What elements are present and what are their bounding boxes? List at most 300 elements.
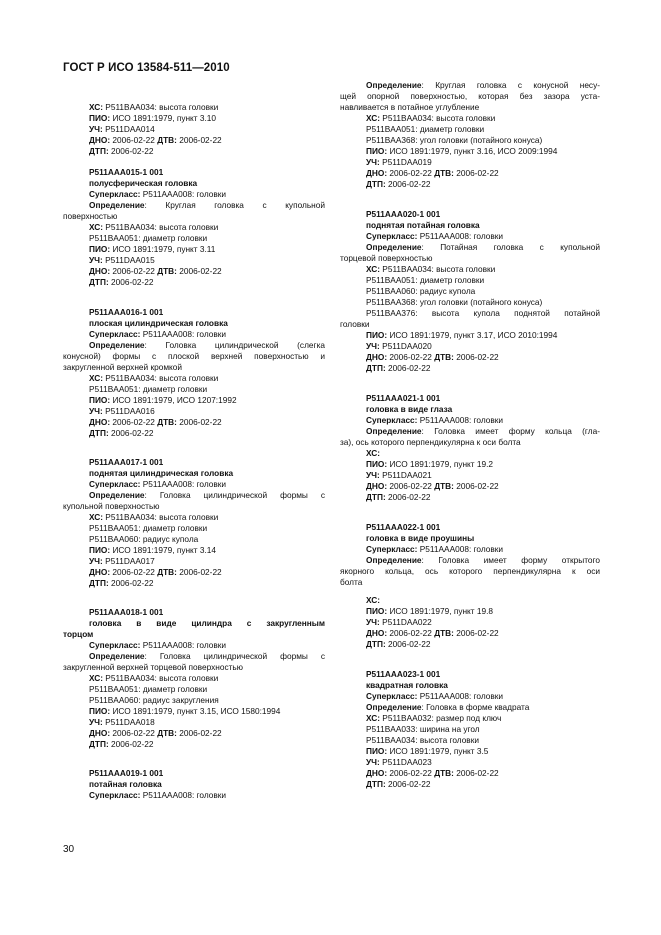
bold-term: ПИО: bbox=[89, 113, 111, 123]
bold-term: P511AAA016-1 001 bbox=[89, 307, 164, 317]
bold-term: ХС: bbox=[89, 222, 103, 232]
bold-term: ДТВ: bbox=[157, 417, 177, 427]
bold-term: ПИО: bbox=[89, 395, 111, 405]
text-run: P511BAA032: размер под ключ bbox=[379, 713, 502, 723]
bold-term: ДНО: bbox=[366, 168, 388, 178]
bold-term: Определение bbox=[89, 200, 145, 210]
bold-term: ДТП: bbox=[89, 146, 109, 156]
text-run: P511AAA008: головки bbox=[140, 790, 227, 800]
text-run: P511DAA021 bbox=[379, 470, 432, 480]
bold-term: Определение bbox=[366, 426, 422, 436]
text-run: 2006-02-22 bbox=[110, 417, 158, 427]
text-line bbox=[63, 428, 325, 439]
text-run: P511BAA033: ширина на угол bbox=[366, 724, 480, 734]
bold-term: ДТП: bbox=[366, 639, 386, 649]
text-run: P511AAA008: головки bbox=[140, 329, 227, 339]
text-run: конусной) формы с плоской верхней поверхностью и bbox=[63, 351, 325, 361]
text-line bbox=[340, 91, 600, 102]
bold-term: ДТП: bbox=[366, 363, 386, 373]
text-line bbox=[63, 135, 325, 146]
text-line bbox=[63, 329, 325, 340]
text-run: P511AAA008: головки bbox=[417, 544, 504, 554]
bold-term: ДНО: bbox=[89, 135, 111, 145]
text-run: P511AAA008: головки bbox=[417, 231, 504, 241]
text-line bbox=[63, 362, 325, 373]
text-run: P511DAA020 bbox=[379, 341, 432, 351]
bold-term: Суперкласс: bbox=[89, 189, 141, 199]
text-line bbox=[63, 318, 325, 329]
text-run: 2006-02-22 bbox=[387, 628, 435, 638]
text-line bbox=[340, 297, 600, 308]
bold-term: ПИО: bbox=[366, 606, 388, 616]
text-run: 2006-02-22 bbox=[110, 266, 158, 276]
text-line bbox=[63, 629, 325, 640]
bold-term: Суперкласс: bbox=[366, 544, 418, 554]
text-line bbox=[340, 124, 600, 135]
bold-term: Суперкласс: bbox=[366, 415, 418, 425]
text-run: ИСО 1891:1979, пункт 3.10 bbox=[110, 113, 217, 123]
text-line bbox=[340, 352, 600, 363]
text-line bbox=[340, 779, 600, 790]
text-line bbox=[340, 669, 600, 680]
bold-term: ДТВ: bbox=[157, 266, 177, 276]
text-line bbox=[63, 567, 325, 578]
text-run: P511BAA051: диаметр головки bbox=[366, 275, 485, 285]
bold-term: УЧ: bbox=[89, 717, 103, 727]
text-run: 2006-02-22 bbox=[453, 481, 499, 491]
text-line bbox=[63, 222, 325, 233]
text-line bbox=[340, 566, 600, 577]
bold-term: ДТВ: bbox=[434, 628, 454, 638]
text-line bbox=[340, 415, 600, 426]
text-line bbox=[63, 233, 325, 244]
text-line bbox=[340, 555, 600, 566]
text-line bbox=[63, 662, 325, 673]
bold-term: ХС: bbox=[366, 113, 380, 123]
text-line bbox=[63, 113, 325, 124]
text-run: P511AAA008: головки bbox=[140, 189, 227, 199]
text-run: : Потайная головка с купольной bbox=[421, 242, 600, 252]
bold-term: Определение bbox=[89, 651, 145, 661]
text-run: головки bbox=[340, 319, 370, 329]
bold-term: ХС: bbox=[366, 448, 380, 458]
bold-term: ДТВ: bbox=[157, 728, 177, 738]
text-line bbox=[63, 695, 325, 706]
bold-term: ДТВ: bbox=[434, 481, 454, 491]
bold-term: потайная головка bbox=[89, 779, 162, 789]
text-line bbox=[63, 728, 325, 739]
text-line bbox=[63, 277, 325, 288]
bold-term: ДТП: bbox=[366, 179, 386, 189]
bold-term: ХС: bbox=[89, 673, 103, 683]
text-line bbox=[340, 680, 600, 691]
text-line bbox=[340, 713, 600, 724]
text-line bbox=[63, 124, 325, 135]
text-line bbox=[63, 651, 325, 662]
text-run: P511BAA368: угол головки (потайного конуса) bbox=[366, 297, 543, 307]
text-run: 2006-02-22 bbox=[385, 492, 431, 502]
text-line bbox=[340, 639, 600, 650]
text-run: якорного кольца, ось которого перпендикулярна к оси bbox=[340, 566, 600, 576]
bold-term: УЧ: bbox=[366, 157, 380, 167]
bold-term: поднятая потайная головка bbox=[366, 220, 480, 230]
text-run: купольной поверхностью bbox=[63, 501, 160, 511]
bold-term: ДТВ: bbox=[434, 768, 454, 778]
bold-term: P511AAA020-1 001 bbox=[366, 209, 441, 219]
text-run: 2006-02-22 bbox=[453, 628, 499, 638]
text-line bbox=[63, 468, 325, 479]
text-run: 2006-02-22 bbox=[108, 428, 154, 438]
text-run: ИСО 1891:1979, пункт 3.11 bbox=[110, 244, 216, 254]
bold-term: головка в виде цилиндра с закругленным bbox=[89, 618, 325, 628]
text-line bbox=[340, 308, 600, 319]
text-run: : Круглая головка с конусной несу- bbox=[421, 80, 600, 90]
bold-term: УЧ: bbox=[89, 255, 103, 265]
text-line bbox=[63, 512, 325, 523]
bold-term: полусферическая головка bbox=[89, 178, 198, 188]
text-run: навливается в потайное углубление bbox=[340, 102, 480, 112]
text-run: болта bbox=[340, 577, 363, 587]
text-line bbox=[340, 746, 600, 757]
bold-term: УЧ: bbox=[366, 470, 380, 480]
text-line bbox=[340, 135, 600, 146]
text-run: 2006-02-22 bbox=[453, 768, 499, 778]
text-line bbox=[63, 406, 325, 417]
bold-term: ПИО: bbox=[89, 706, 111, 716]
text-run: 2006-02-22 bbox=[110, 135, 158, 145]
text-run: : Головка цилиндрической формы с bbox=[144, 490, 325, 500]
bold-term: ПИО: bbox=[366, 459, 388, 469]
text-run: P511AAA008: головки bbox=[140, 479, 227, 489]
text-run: 2006-02-22 bbox=[110, 567, 158, 577]
text-run: P511BAA051: диаметр головки bbox=[89, 523, 208, 533]
text-line bbox=[340, 437, 600, 448]
text-line bbox=[63, 373, 325, 384]
text-line bbox=[340, 691, 600, 702]
bold-term: головка в виде проушины bbox=[366, 533, 475, 543]
text-run: ИСО 1891:1979, ИСО 1207:1992 bbox=[110, 395, 237, 405]
text-run: ИСО 1891:1979, пункт 3.15, ИСО 1580:1994 bbox=[110, 706, 281, 716]
text-run: P511AAA008: головки bbox=[140, 640, 227, 650]
text-run: закругленной верхней торцевой поверхностью bbox=[63, 662, 243, 672]
bold-term: ДТП: bbox=[89, 739, 109, 749]
text-line bbox=[63, 640, 325, 651]
text-line bbox=[340, 628, 600, 639]
text-line bbox=[63, 307, 325, 318]
text-line bbox=[340, 146, 600, 157]
text-run: P511BAA051: диаметр головки bbox=[89, 233, 208, 243]
text-run: P511DAA017 bbox=[102, 556, 155, 566]
text-run: P511DAA023 bbox=[379, 757, 432, 767]
bold-term: ДНО: bbox=[89, 567, 111, 577]
text-line bbox=[340, 448, 600, 459]
bold-term: Суперкласс: bbox=[366, 691, 418, 701]
text-line bbox=[63, 523, 325, 534]
text-run: P511DAA019 bbox=[379, 157, 432, 167]
text-line bbox=[63, 684, 325, 695]
text-line bbox=[63, 706, 325, 717]
text-line bbox=[63, 779, 325, 790]
text-run: 2006-02-22 bbox=[385, 363, 431, 373]
text-line bbox=[340, 459, 600, 470]
text-run: P511BAA034: высота головки bbox=[366, 735, 479, 745]
text-run: закругленной верхней кромкой bbox=[63, 362, 183, 372]
bold-term: УЧ: bbox=[89, 556, 103, 566]
text-run: 2006-02-22 bbox=[108, 146, 154, 156]
text-line bbox=[63, 790, 325, 801]
bold-term: ДНО: bbox=[366, 768, 388, 778]
text-run: P511BAA051: диаметр головки bbox=[89, 384, 208, 394]
text-run: : Головка имеет форму открытого bbox=[421, 555, 600, 565]
text-run: : Головка имеет форму кольца (гла- bbox=[421, 426, 600, 436]
text-run: ИСО 1891:1979, пункт 3.16, ИСО 2009:1994 bbox=[387, 146, 558, 156]
page-number: 30 bbox=[63, 844, 75, 855]
text-run: 2006-02-22 bbox=[385, 179, 431, 189]
bold-term: УЧ: bbox=[366, 617, 380, 627]
text-line bbox=[63, 266, 325, 277]
text-run: P511BAA034: высота головки bbox=[102, 373, 219, 383]
bold-term: ПИО: bbox=[366, 330, 388, 340]
text-line bbox=[340, 341, 600, 352]
text-run: P511BAA376: высота купола поднятой потайной bbox=[366, 308, 600, 318]
text-run: ИСО 1891:1979, пункт 3.17, ИСО 2010:1994 bbox=[387, 330, 558, 340]
text-line bbox=[340, 606, 600, 617]
bold-term: ДТП: bbox=[366, 779, 386, 789]
text-line bbox=[63, 255, 325, 266]
bold-term: Суперкласс: bbox=[89, 479, 141, 489]
text-line bbox=[63, 578, 325, 589]
text-run: P511BAA034: высота головки bbox=[102, 102, 219, 112]
text-run: 2006-02-22 bbox=[176, 135, 222, 145]
bold-term: УЧ: bbox=[366, 757, 380, 767]
text-run: 2006-02-22 bbox=[387, 481, 435, 491]
text-run: торцевой поверхностью bbox=[340, 253, 433, 263]
text-line bbox=[63, 739, 325, 750]
text-run: P511DAA014 bbox=[102, 124, 155, 134]
bold-term: Определение bbox=[366, 702, 422, 712]
text-run: 2006-02-22 bbox=[176, 567, 222, 577]
text-run: : Головка цилиндрической (слегка bbox=[144, 340, 325, 350]
text-line bbox=[63, 189, 325, 200]
text-line bbox=[340, 757, 600, 768]
text-line bbox=[63, 384, 325, 395]
bold-term: Суперкласс: bbox=[89, 640, 141, 650]
text-run: P511BAA034: высота головки bbox=[102, 222, 219, 232]
text-run: 2006-02-22 bbox=[176, 417, 222, 427]
bold-term: Суперкласс: bbox=[366, 231, 418, 241]
text-run: поверхностью bbox=[63, 211, 118, 221]
bold-term: Суперкласс: bbox=[89, 329, 141, 339]
text-run: 2006-02-22 bbox=[387, 768, 435, 778]
text-line bbox=[63, 607, 325, 618]
bold-term: ДНО: bbox=[366, 481, 388, 491]
bold-term: ПИО: bbox=[366, 746, 388, 756]
text-line bbox=[63, 618, 325, 629]
text-line bbox=[340, 393, 600, 404]
text-run: 2006-02-22 bbox=[453, 168, 499, 178]
bold-term: Определение bbox=[366, 80, 422, 90]
text-run: P511BAA034: высота головки bbox=[102, 673, 219, 683]
bold-term: ПИО: bbox=[89, 244, 111, 254]
bold-term: квадратная головка bbox=[366, 680, 448, 690]
text-run: 2006-02-22 bbox=[385, 639, 431, 649]
document-header: ГОСТ Р ИСО 13584-511—2010 bbox=[63, 62, 230, 74]
text-run: P511DAA022 bbox=[379, 617, 432, 627]
text-run: P511BAA034: высота головки bbox=[379, 264, 496, 274]
text-run: 2006-02-22 bbox=[385, 779, 431, 789]
bold-term: ДТП: bbox=[89, 428, 109, 438]
text-line bbox=[340, 735, 600, 746]
bold-term: Суперкласс: bbox=[89, 790, 141, 800]
text-line bbox=[63, 545, 325, 556]
text-run: P511BAA051: диаметр головки bbox=[366, 124, 485, 134]
text-line bbox=[63, 178, 325, 189]
bold-term: ХС: bbox=[89, 373, 103, 383]
bold-term: ДТВ: bbox=[434, 168, 454, 178]
text-run: P511BAA051: диаметр головки bbox=[89, 684, 208, 694]
bold-term: ДТП: bbox=[366, 492, 386, 502]
text-line bbox=[340, 275, 600, 286]
text-line bbox=[63, 102, 325, 113]
text-run: 2006-02-22 bbox=[453, 352, 499, 362]
text-line bbox=[63, 244, 325, 255]
text-run: 2006-02-22 bbox=[108, 277, 154, 287]
bold-term: УЧ: bbox=[89, 406, 103, 416]
text-run: 2006-02-22 bbox=[387, 352, 435, 362]
text-run: P511BAA034: высота головки bbox=[379, 113, 496, 123]
text-line bbox=[340, 286, 600, 297]
text-run: за), ось которого перпендикулярна к оси болта bbox=[340, 437, 521, 447]
bold-term: Определение bbox=[89, 490, 145, 500]
text-line bbox=[340, 404, 600, 415]
bold-term: ХС: bbox=[366, 713, 380, 723]
text-run: P511BAA060: радиус купола bbox=[89, 534, 199, 544]
text-line bbox=[340, 522, 600, 533]
text-run: P511DAA018 bbox=[102, 717, 155, 727]
bold-term: ДТВ: bbox=[434, 352, 454, 362]
text-run: щей опорной поверхностью, которая без зазора уста- bbox=[340, 91, 600, 101]
text-run: P511BAA060: радиус закругления bbox=[89, 695, 219, 705]
text-run: 2006-02-22 bbox=[387, 168, 435, 178]
text-line bbox=[340, 168, 600, 179]
text-run: P511BAA034: высота головки bbox=[102, 512, 219, 522]
text-run: : Круглая головка с купольной bbox=[144, 200, 325, 210]
text-line bbox=[63, 351, 325, 362]
bold-term: P511AAA019-1 001 bbox=[89, 768, 164, 778]
text-line bbox=[63, 211, 325, 222]
text-run: ИСО 1891:1979, пункт 19.2 bbox=[387, 459, 494, 469]
bold-term: ДНО: bbox=[89, 417, 111, 427]
bold-term: ДНО: bbox=[366, 628, 388, 638]
text-line bbox=[340, 577, 600, 588]
text-run: 2006-02-22 bbox=[108, 739, 154, 749]
bold-term: поднятая цилиндрическая головка bbox=[89, 468, 234, 478]
text-run: : Головка цилиндрической формы с bbox=[144, 651, 325, 661]
text-line bbox=[340, 242, 600, 253]
bold-term: ПИО: bbox=[366, 146, 388, 156]
text-run: 2006-02-22 bbox=[110, 728, 158, 738]
bold-term: P511AAA017-1 001 bbox=[89, 457, 164, 467]
bold-term: ДНО: bbox=[89, 728, 111, 738]
text-line bbox=[340, 264, 600, 275]
text-line bbox=[63, 717, 325, 728]
text-line bbox=[340, 481, 600, 492]
bold-term: P511AAA023-1 001 bbox=[366, 669, 441, 679]
text-line bbox=[63, 395, 325, 406]
bold-term: Определение bbox=[366, 242, 422, 252]
text-line bbox=[340, 179, 600, 190]
bold-term: УЧ: bbox=[366, 341, 380, 351]
bold-term: ХС: bbox=[366, 264, 380, 274]
text-line bbox=[340, 209, 600, 220]
text-line bbox=[63, 534, 325, 545]
text-line bbox=[340, 533, 600, 544]
text-run: P511AAA008: головки bbox=[417, 415, 504, 425]
text-line bbox=[340, 220, 600, 231]
text-line bbox=[340, 113, 600, 124]
text-line bbox=[63, 200, 325, 211]
text-line bbox=[340, 80, 600, 91]
text-run: P511AAA008: головки bbox=[417, 691, 504, 701]
bold-term: ДНО: bbox=[89, 266, 111, 276]
text-run: ИСО 1891:1979, пункт 3.14 bbox=[110, 545, 217, 555]
bold-term: Определение bbox=[89, 340, 145, 350]
bold-term: P511AAA015-1 001 bbox=[89, 167, 164, 177]
text-line bbox=[340, 544, 600, 555]
text-run: 2006-02-22 bbox=[108, 578, 154, 588]
text-line bbox=[340, 492, 600, 503]
text-run: 2006-02-22 bbox=[176, 266, 222, 276]
text-run: P511DAA016 bbox=[102, 406, 155, 416]
text-line bbox=[340, 595, 600, 606]
text-line bbox=[340, 470, 600, 481]
bold-term: ДТП: bbox=[89, 578, 109, 588]
text-line bbox=[340, 319, 600, 330]
text-run: 2006-02-22 bbox=[176, 728, 222, 738]
text-line bbox=[63, 146, 325, 157]
text-run: P511DAA015 bbox=[102, 255, 155, 265]
text-line bbox=[340, 330, 600, 341]
text-line bbox=[63, 457, 325, 468]
text-run: P511BAA060: радиус купола bbox=[366, 286, 476, 296]
text-line bbox=[340, 253, 600, 264]
text-line bbox=[340, 231, 600, 242]
text-line bbox=[63, 556, 325, 567]
text-line bbox=[63, 479, 325, 490]
bold-term: P511AAA022-1 001 bbox=[366, 522, 441, 532]
bold-term: ДНО: bbox=[366, 352, 388, 362]
bold-term: плоская цилиндрическая головка bbox=[89, 318, 228, 328]
text-line bbox=[340, 102, 600, 113]
text-line bbox=[340, 724, 600, 735]
text-line bbox=[340, 617, 600, 628]
text-line bbox=[63, 167, 325, 178]
text-run: P511BAA368: угол головки (потайного конуса) bbox=[366, 135, 543, 145]
text-line bbox=[63, 340, 325, 351]
bold-term: ХС: bbox=[366, 595, 380, 605]
bold-term: ДТВ: bbox=[157, 135, 177, 145]
text-line bbox=[63, 490, 325, 501]
bold-term: торцом bbox=[63, 629, 94, 639]
text-run: ИСО 1891:1979, пункт 19.8 bbox=[387, 606, 494, 616]
text-run: ИСО 1891:1979, пункт 3.5 bbox=[387, 746, 489, 756]
bold-term: ХС: bbox=[89, 512, 103, 522]
text-line bbox=[340, 702, 600, 713]
text-line bbox=[63, 417, 325, 428]
bold-term: головка в виде глаза bbox=[366, 404, 453, 414]
text-line bbox=[340, 157, 600, 168]
text-line bbox=[63, 673, 325, 684]
